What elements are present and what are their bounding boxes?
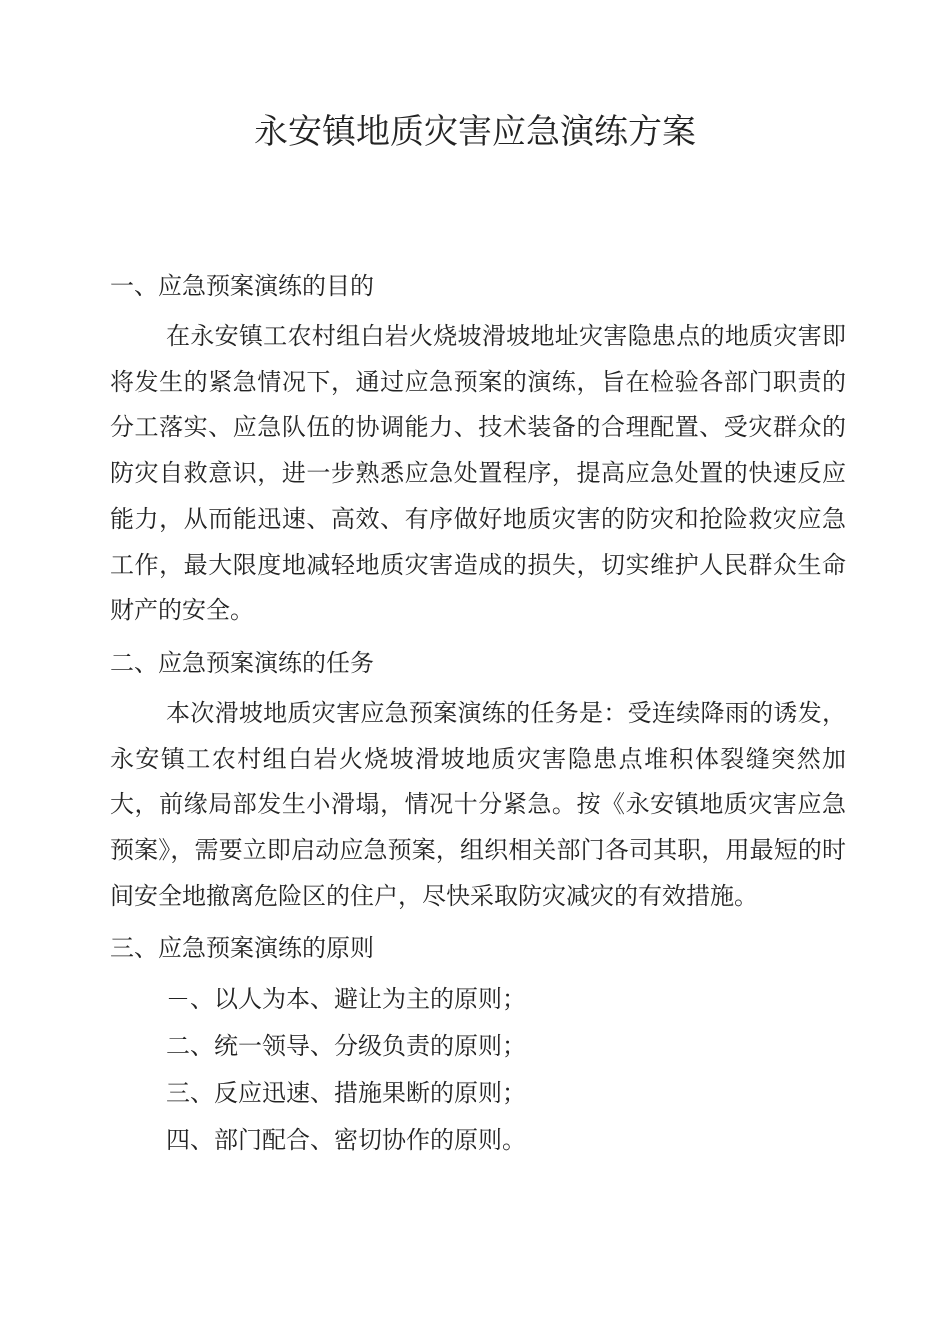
section-paragraph: 本次滑坡地质灾害应急预案演练的任务是：受连续降雨的诱发，永安镇工农村组白岩火烧坡滑坡地质灾害隐患点堆积体裂缝突然加大，前缘局部发生小滑塌，情况十分紧急。按《永安镇地质灾害应急预案》，需要立即启动应急预案，组织相关部门各司其职，用最短的时间安全地撤离危险区的住户，尽快采取防灾减灾的有效措施。	[110, 698, 846, 910]
document-body	[110, 266, 846, 1164]
section-purpose	[110, 266, 846, 634]
principles-list	[110, 976, 846, 1164]
section-heading: 二、应急预案演练的任务	[110, 648, 374, 677]
principle-item: 三、反应迅速、措施果断的原则；	[166, 1079, 526, 1108]
section-heading: 一、应急预案演练的目的	[110, 272, 374, 300]
principle-item: 四、部门配合、密切协作的原则。	[166, 1126, 526, 1155]
section-task	[110, 643, 846, 920]
section-principles	[110, 928, 846, 1164]
section-paragraph: 在永安镇工农村组白岩火烧坡滑坡地址灾害隐患点的地质灾害即将发生的紧急情况下，通过应急预案的演练，旨在检验各部门职责的分工落实、应急队伍的协调能力、技术装备的合理配置、受灾群众的防灾自救意识，进一步熟悉应急处置程序，提高应急处置的快速反应能力，从而能迅速、高效、有序做好地质灾害的防灾和抢险救灾应急工作，最大限度地减轻地质灾害造成的损失，切实维护人民群众生命财产的安全。	[110, 322, 846, 625]
principle-item: 二、统一领导、分级负责的原则；	[166, 1032, 526, 1061]
section-heading: 三、应急预案演练的原则	[110, 934, 374, 963]
principle-item: －、以人为本、避让为主的原则；	[166, 985, 526, 1014]
document-title: 永安镇地质灾害应急演练方案	[254, 112, 696, 152]
